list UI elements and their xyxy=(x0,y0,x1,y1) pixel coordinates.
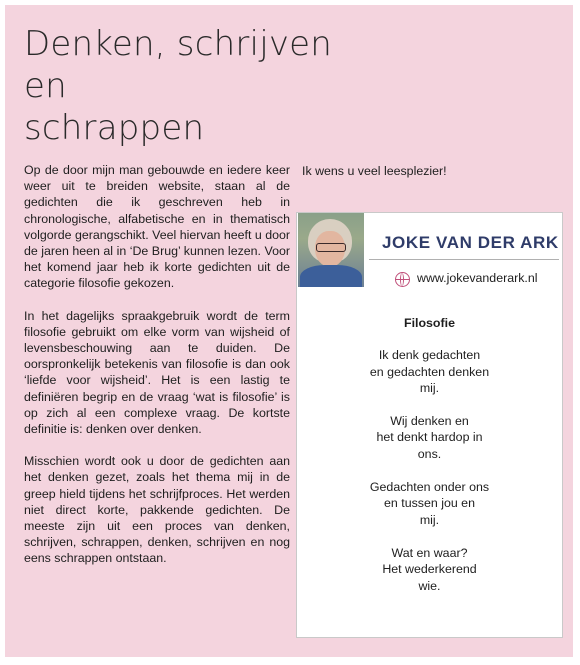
paragraph-process: Misschien wordt ook u door de gedichten aan het denken gezet, zoals het thema mij in de greep hield tijdens het schrijfproces. Het werden niet direct korte, pakkende gedichten. De meeste zijn uit een proces van denken, schrijven, schrappen, denken, schrijven en nog eens schrappen ontstaan. xyxy=(24,454,290,566)
poem-line: mij. xyxy=(419,380,440,395)
website-link[interactable]: www.jokevanderark.nl xyxy=(417,271,538,285)
author-box xyxy=(296,212,563,638)
poem-line: Ik denk gedachten xyxy=(378,348,481,363)
poem-line: wie. xyxy=(418,578,441,593)
poem-stanza xyxy=(297,479,562,528)
poem-line: het denkt hardop in xyxy=(376,430,483,445)
paragraph-definition: In het dagelijks spraakgebruik wordt de term filosofie gebruikt om elke vorm van wijsheid of levensbeschouwing aan te duiden. De oorspronkelijk betekenis van filosofie is dan ook ‘liefde voor wijsheid’. Het is een lastig te definiëren begrip en de vraag ‘wat is filosofie’ is op zich al een complexe vraag. De kortste definitie is: denken over denken. xyxy=(24,308,290,437)
poem-stanza xyxy=(297,413,562,462)
closing-line: Ik wens u veel leesplezier! xyxy=(302,164,447,178)
poem-stanza xyxy=(297,545,562,594)
poem-line: ons. xyxy=(417,446,442,461)
page-panel xyxy=(5,5,573,657)
page-title xyxy=(24,23,354,149)
poem-line: Wij denken en xyxy=(390,414,469,429)
title-line-2: schrappen xyxy=(24,108,205,148)
poem-line: Wat en waar? xyxy=(391,545,468,560)
poem-line: en tussen jou en xyxy=(384,496,475,511)
poem-line: Het wederkerend xyxy=(382,562,477,577)
poem-stanza xyxy=(297,347,562,396)
author-divider xyxy=(369,259,559,260)
article-body xyxy=(24,162,290,583)
title-line-1: Denken, schrijven en xyxy=(24,24,333,106)
poem-line: en gedachten denken xyxy=(369,364,490,379)
author-name: JOKE VAN DER ARK xyxy=(382,233,559,252)
poem-title: Filosofie xyxy=(404,316,455,330)
paragraph-intro: Op de door mijn man gebouwde en iedere keer weer uit te breiden website, staan al de gedichten die ik geschreven heb in chronologische, alfabetische en in thematisch volgorde gerangschikt. Veel hiervan heeft u door de jaren heen al in ‘De Brug’ kunnen lezen. Voor het komend jaar heb ik korte gedichten uit de categorie filosofie gekozen. xyxy=(24,163,290,291)
poem xyxy=(297,315,562,611)
author-photo xyxy=(298,213,364,287)
poem-line: mij. xyxy=(419,512,440,527)
globe-icon xyxy=(395,272,410,287)
poem-line: Gedachten onder ons xyxy=(369,480,490,495)
